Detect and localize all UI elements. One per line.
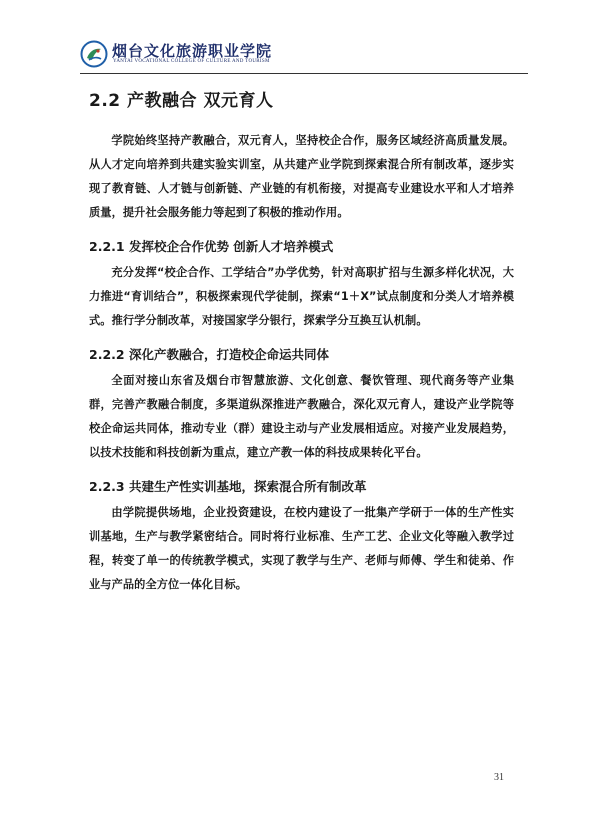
- page-header: [80, 40, 540, 70]
- subsection-body-2-2-1: 充分发挥“校企合作、工学结合”办学优势，针对高职扩招与生源多样化状况，大力推进“育训结合”，积极探索现代学徒制，探索“1＋X”试点制度和分类人才培养模式。推行学分制改革，对接国家学分银行，探索学分互换互认机制。: [89, 266, 514, 327]
- subsection-title-2-2-2: 2.2.2 深化产教融合，打造校企命运共同体: [89, 347, 329, 362]
- page-number: 31: [494, 772, 504, 783]
- school-name-cn: 烟台文化旅游职业学院: [112, 42, 273, 60]
- subsection-title-2-2-1: 2.2.1 发挥校企合作优势 创新人才培养模式: [89, 239, 334, 254]
- header-divider: [80, 73, 528, 74]
- college-logo-icon: [80, 40, 108, 68]
- document-body: [89, 86, 514, 601]
- subsection-body-2-2-2: 全面对接山东省及烟台市智慧旅游、文化创意、餐饮管理、现代商务等产业集群，完善产教融合制度，多渠道纵深推进产教融合，深化双元育人，建设产业学院等校企命运共同体，推动专业（群）建设主动与产业发展相适应。对接产业发展趋势，以技术技能和科技创新为重点，建立产教一体的科技成果转化平台。: [89, 374, 514, 459]
- section-intro-paragraph: 学院始终坚持产教融合，双元育人，坚持校企合作，服务区域经济高质量发展。从人才定向培养到共建实验实训室，从共建产业学院到探索混合所有制改革，逐步实现了教育链、人才链与创新链、产业链的有机衔接，对提高专业建设水平和人才培养质量，提升社会服务能力等起到了积极的推动作用。: [89, 134, 514, 219]
- subsection-title-2-2-3: 2.2.3 共建生产性实训基地，探索混合所有制改革: [89, 479, 367, 494]
- school-name-en: YANTAI VOCATIONAL COLLEGE OF CULTURE AND TOURISM: [113, 59, 270, 64]
- section-title: 2.2 产教融合 双元育人: [89, 91, 274, 111]
- subsection-body-2-2-3: 由学院提供场地，企业投资建设，在校内建设了一批集产学研于一体的生产性实训基地，生产与教学紧密结合。同时将行业标准、生产工艺、企业文化等融入教学过程，转变了单一的传统教学模式，实现了教学与生产、老师与师傅、学生和徒弟、作业与产品的全方位一体化目标。: [89, 506, 514, 591]
